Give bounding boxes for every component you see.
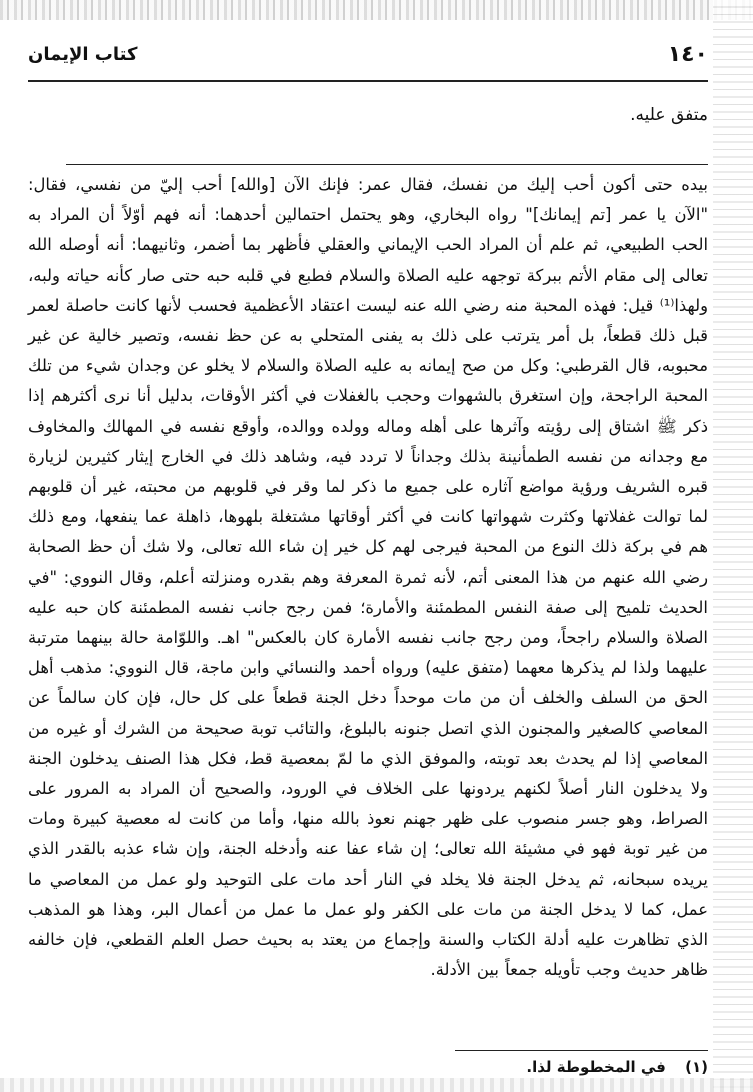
header-rule: [28, 80, 708, 82]
running-title: كتاب الإيمان: [28, 44, 138, 65]
scan-edge-right: [713, 0, 753, 1092]
footnote-marker: (١): [685, 1058, 708, 1076]
footnote-text: في المخطوطة لذا.: [526, 1058, 666, 1076]
footnote-rule: [455, 1050, 708, 1051]
page-header: [28, 40, 708, 74]
commentary-text: [28, 170, 708, 985]
scan-edge-bottom: [0, 1078, 753, 1092]
commentary-paragraph: بيده حتى أكون أحب إليك من نفسك، فقال عمر: فإنك الآن [والله] أحب إليّ من نفسي، فقال: "الآن يا عمر [تم إيمانك]" رواه البخاري، وهو يحتمل احتمالين أحدهما: أنه فهم أوّلاً أن المراد به الحب الطبيعي، ثم علم أن المراد الحب الإيماني والعقلي فأظهر بما أضمر، وثانيهما: أنه أوصله الله تعالى إلى مقام الأتم ببركة توجهه عليه الصلاة والسلام فطبع في قلبه حبه حتى صار كأنه حياته ولبه، ولهذا⁽¹⁾ قيل: فهذه المحبة منه رضي الله عنه ليست اعتقاد الأعظمية فحسب لأنها كانت حاصلة لعمر قبل ذلك قطعاً، بل أمر يترتب على ذلك به يفنى المتحلي به عن حظ نفسه، وتصير خالية عن غير محبوبه، قال القرطبي: وكل من صح إيمانه به عليه الصلاة والسلام لا يخلو عن وجدان شيء من تلك المحبة الراجحة، وإن استغرق بالشهوات وحجب بالغفلات في أكثر الأوقات، بدليل أنا نرى أكثرهم إذا ذكر ﷺ اشتاق إلى رؤيته وآثرها على أهله وماله وولده ووالده، وأوقع نفسه في المهالك والمخاوف مع وجدانه من نفسه الطمأنينة بذلك وجداناً لا تردد فيه، وشاهد ذلك في الخارج إيثار كثيرين لزيارة قبره الشريف ورؤية مواضع آثاره على جميع ما ذكر لما وقر في قلوبهم من محبته، غير أن قلوبهم لما توالت غفلاتها وكثرت شهواتها كانت في أكثر أوقاتها مشتغلة بلهوها، ذاهلة عما ينفعها، ومع ذلك هم في بركة ذلك النوع من المحبة فيرجى لهم كل خير إن شاء الله تعالى، ولا شك أن حظ الصحابة رضي الله عنهم من هذا المعنى أتم، لأنه ثمرة المعرفة وهم بقدره ومنزلته أعلم، وقال النووي: "في الحديث تلميح إلى صفة النفس المطمئنة والأمارة؛ فمن رجح جانب نفسه المطمئنة كان حبه عليه الصلاة والسلام راجحاً، ومن رجح جانب نفسه الأمارة كان بالعكس" اهـ. واللوّامة حالة بينهما مترتبة عليهما ولذا لم يذكرها معهما (متفق عليه) ورواه أحمد والنسائي وابن ماجة، قال النووي: مذهب أهل الحق من السلف والخلف أن من مات موحداً دخل الجنة قطعاً على كل حال، فإن كان سالماً عن المعاصي كالصغير والمجنون الذي اتصل جنونه بالبلوغ، والتائب توبة صحيحة من الشرك أو غيره من المعاصي إذا لم يحدث بعد توبته، والموفق الذي ما لمّ بمعصية قط، فكل هذا الصنف يدخلون الجنة ولا يدخلون النار أصلاً لكنهم يردونها على الخلاف في الورود، والصحيح أن المراد به المرور على الصراط، وهو جسر منصوب على ظهر جهنم نعوذ بالله منها، وأما من كانت له معصية كبيرة ومات من غير توبة فهو في مشيئة الله تعالى؛ إن شاء عفا عنه وأدخله الجنة، وإن شاء عذبه بالقدر الذي يريده سبحانه، ثم يدخل الجنة فلا يخلد في النار أحد مات على التوحيد ولو عمل من المعاصي ما عمل، كما لا يدخل الجنة من مات على الكفر ولو عمل ما عمل من أعمال البر، وهذا هو المذهب الذي تظاهرت عليه أدلة الكتاب والسنة وإجماع من يعتد به بحيث حصل العلم القطعي، فإن خالفه ظاهر حديث وجب تأويله جمعاً بين الأدلة.: [28, 175, 708, 980]
page-number: ١٤٠: [667, 42, 708, 67]
scan-edge-top: [0, 0, 753, 20]
footnote: [526, 1058, 708, 1076]
text-divider: [66, 164, 708, 165]
hadith-grading-line: متفق عليه.: [630, 105, 708, 125]
